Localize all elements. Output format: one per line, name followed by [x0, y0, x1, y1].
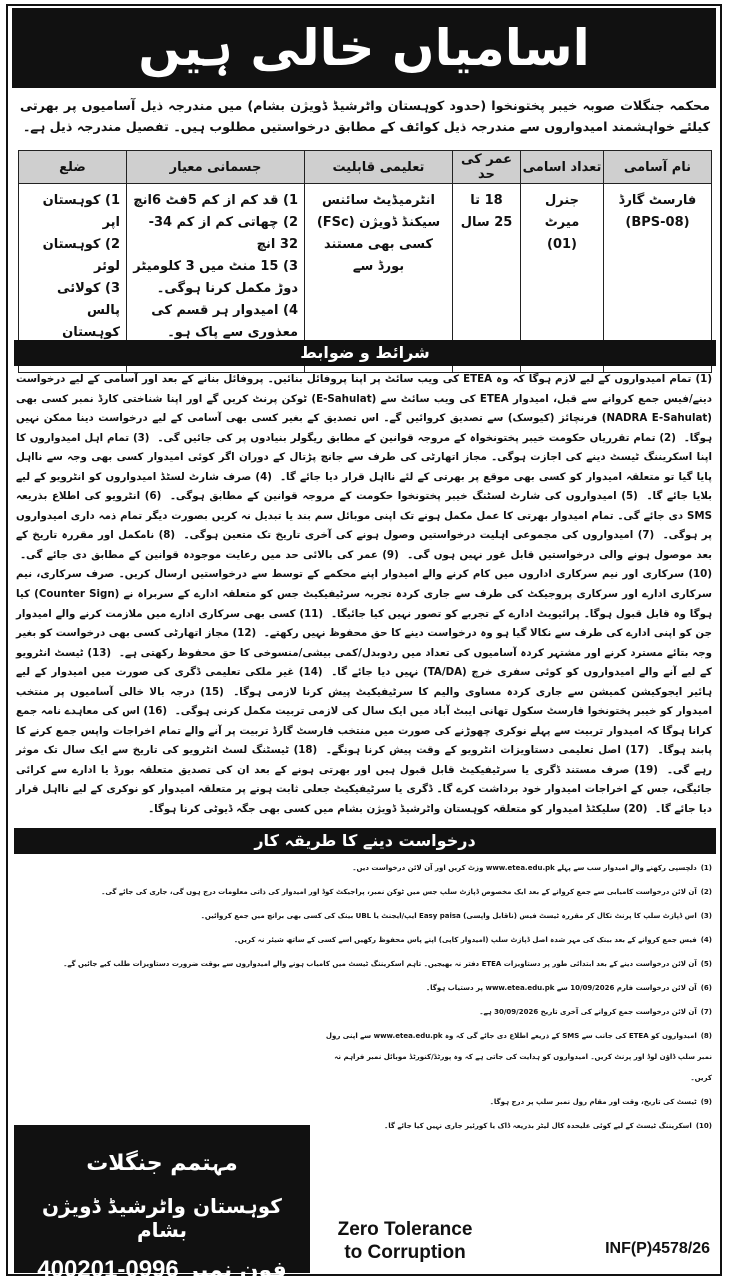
header-age: عمر کی حد: [453, 151, 521, 184]
procedure-text: ٹیسٹ کی تاریخ، وقت اور مقام رول نمبر سلپ پر درج ہوگا۔: [489, 1098, 697, 1106]
procedure-item: [16, 954, 712, 975]
age-max: 25 سال: [460, 215, 513, 230]
quota-type: جنرل میرٹ: [544, 193, 580, 230]
cell-qualification: انٹرمیڈیٹ سائنس سیکنڈ ڈویژن (FSc) کسی بھی مستند بورڈ سے: [305, 184, 453, 373]
term-item: (14) غیر ملکی تعلیمی ڈگری کی صورت میں امیدوار کے لیے ہائیر ایجوکیشن کمیشن سے جاری کردہ مساوی والیم کا سرٹیفیکیٹ پیش کرنا لازمی ہوگا۔: [16, 666, 712, 698]
procedure-number: (7): [700, 1008, 712, 1016]
header-quota: تعداد اسامی: [521, 151, 604, 184]
post-bps: (BPS-08): [625, 215, 690, 230]
terms-heading: شرائط و ضوابط: [14, 340, 716, 366]
phone-label: فون نمبر: [186, 1258, 287, 1283]
procedure-item: [16, 858, 712, 879]
physical-item: 4) امیدوار ہر قسم کی معذوری سے پاک ہو۔: [151, 303, 298, 340]
procedure-item: [16, 906, 712, 927]
procedure-number: (10): [695, 1122, 712, 1130]
term-item: (9) عمر کی بالائی حد میں رعایت موجودہ قوانین کے مطابق دی جائے گی۔: [20, 548, 399, 561]
procedure-text: اس ڈپازٹ سلپ کا پرنٹ نکال کر مقررہ ٹیسٹ فیس (ناقابل واپسی) Easy paisa ایپ/ایجنٹ یا UBL بینک کی کسی بھی برانچ میں جمع کروائیں۔: [200, 912, 697, 920]
signature-office: کوہستان واٹرشیڈ ڈویژن بشام: [42, 1194, 282, 1242]
procedure-text: فیس جمع کروانے کے بعد بینک کی مہر شدہ اصل ڈپازٹ سلپ (امیدوار کاپی) اپنے پاس محفوظ رکھیں اسے کسی کے ساتھ شیئر نہ کریں۔: [233, 936, 697, 944]
procedure-number: (9): [700, 1098, 712, 1106]
procedure-item: [316, 1116, 712, 1137]
term-item: (5) امیدواروں کی شارٹ لسٹنگ خیبر پختونخوا حکومت کے مروجہ قوانین کے مطابق ہوگی۔: [169, 490, 638, 503]
district-item: 1) کوہستان اپر: [42, 193, 120, 230]
term-item: (10) سرکاری اور نیم سرکاری اداروں میں کام کرنے والے امیدوار اپنے محکمے کے توسط سے درخواستیں ارسال کریں۔ صرف سرکاری، نیم سرکاری ادارے اور سرکاری پروجیکٹ کی طرف سے جاری کردہ تجربہ سرٹیفیکیٹ جس کو متعلقہ ادارے کے سربراہ نے (Counter Sign) کیا ہوگا وہ قابل قبول ہوگا۔ پرائیویٹ ادارے کے تجربے کو تصور نہیں کیا جائیگا۔: [16, 568, 712, 620]
term-item: (7) امیدواروں کی مجموعی اہلیت درخواستیں وصول ہونے کی آخری تاریخ تک متعین ہوگی۔: [183, 529, 655, 542]
procedure-item: [16, 882, 712, 903]
physical-item: 1) قد کم از کم 5فٹ 6انچ: [133, 193, 298, 208]
term-item: (13) ٹیسٹ انٹرویو کے لیے آنے والے امیدواروں کو کوئی سفری خرچ (TA/DA) نہیں دیا جائے گا۔: [16, 646, 712, 679]
terms-text: [16, 370, 712, 820]
procedure-text: آن لائن درخواست دینے کے بعد ابتدائی طور پر دستاویزات ETEA دفتر نہ بھیجیں۔ تاہم اسکریننگ ٹیسٹ میں کامیاب ہونے والے امیدواروں سے بوقت ضرورت دستاویزات طلب کیے جائیں گے۔: [63, 960, 697, 968]
slogan-line-2: to Corruption: [344, 1242, 466, 1263]
term-item: (12) مجاز اتھارٹی کسی بھی درخواست کو بغیر وجہ بتائے مسترد کرنے اور مشتہر کردہ آسامیوں کی تعداد میں ردوبدل/کمی بیشی/منسوخی کا حق محفوظ رکھتی ہے۔: [16, 627, 712, 659]
inf-code: INF(P)4578/26: [605, 1240, 710, 1257]
procedure-text: آن لائن درخواست کامیابی سے جمع کروانے کے بعد ایک مخصوص ڈپازٹ سلپ جس میں ٹوکن نمبر، پراجیکٹ کوڈ اور امیدوار کی ذاتی معلومات درج ہوں گی، جاری کی جائے گی۔: [101, 888, 697, 896]
term-item: (4) صرف شارٹ لسٹڈ امیدواروں کو انٹرویو کے لیے بلایا جائے گا۔: [16, 470, 712, 503]
term-item: (20) سلیکٹڈ امیدوار کو متعلقہ کوہستان واٹرشیڈ ڈویژن بشام میں کسی بھی جگہ ڈیوٹی کرنا ہوگا۔: [148, 803, 648, 816]
header-physical: جسمانی معیار: [127, 151, 305, 184]
physical-item: 2) چھاتی کم از کم 34-32 انچ: [148, 215, 298, 252]
procedure-number: (2): [700, 888, 712, 896]
procedure-number: (8): [700, 1032, 712, 1040]
term-item: (11) کسی بھی سرکاری ادارے میں ملازمت کرنے والے امیدوار جن کو اپنی ادارے کی طرف سے نکالا گیا ہو وہ درخواست دینے کا حق محفوظ نہیں رکھتے۔: [16, 607, 712, 640]
term-item: (15) درجہ بالا خالی آسامیوں پر منتخب امیدوار کو خیبر پختونخوا فارسٹ سکول تھانی ایبٹ آباد میں ایک سال کی لازمی تربیت مکمل کرنی ہوگی۔: [16, 685, 712, 718]
header-qualification: تعلیمی قابلیت: [305, 151, 453, 184]
procedure-number: (1): [700, 864, 712, 872]
signature-title: مہتمم جنگلات: [86, 1151, 238, 1176]
procedure-item: [316, 1092, 712, 1113]
intro-paragraph: محکمہ جنگلات صوبہ خیبر پختونخوا (حدود کوہستان واٹرشیڈ ڈویژن بشام) میں مندرجہ ذیل آسامیوں پر بھرتی کیلئے خواہشمند امیدواروں سے مندرجہ ذیل کوائف کے مطابق درخواستیں مطلوب ہیں۔ تفصیل مندرجہ ذیل ہے۔: [20, 99, 710, 136]
procedure-text: آن لائن درخواست فارم 10/09/2026 سے www.etea.edu.pk پر دستیاب ہوگا۔: [426, 984, 697, 992]
headline: اسامیاں خالی ہیں: [12, 8, 716, 88]
term-item: (17) اصل تعلیمی دستاویزات انٹرویو کے وقت پیش کرنا ہونگے۔: [325, 744, 650, 757]
header-post-name: نام آسامی: [604, 151, 712, 184]
procedure-number: (6): [700, 984, 712, 992]
procedure-text: امیدواروں کو ETEA کی جانب سے SMS کے ذریعے اطلاع دی جائے گی کہ وہ www.etea.edu.pk سے اپنی رول نمبر سلپ ڈاؤن لوڈ اور پرنٹ کریں۔ امیدواروں کو ہدایت کی جاتی ہے کہ وہ پورٹڈ/کنورٹڈ موبائل نمبر فراہم نہ کریں۔: [325, 1032, 712, 1082]
signature-box: [14, 1125, 310, 1283]
procedure-item: [16, 978, 712, 999]
procedure-number: (5): [700, 960, 712, 968]
term-item: (2) تمام تقرریاں حکومت خیبر پختونخواہ کے مروجہ قوانین کے مطابق ریگولر بنیادوں پر کی جائیں گی۔: [157, 431, 676, 444]
slogan-line-1: Zero Tolerance: [337, 1219, 473, 1240]
term-item: (18) ٹیسٹنگ لسٹ انٹرویو کی تاریخ سے ایک سال تک موثر رہے گی۔: [16, 744, 712, 776]
procedure-list: [16, 858, 712, 1140]
procedure-item: [316, 1026, 712, 1089]
procedure-text: اسکریننگ ٹیسٹ کے لیے کوئی علیحدہ کال لیٹر بذریعہ ڈاک یا کورئیر جاری نہیں کیا جائے گا۔: [384, 1122, 692, 1130]
term-item: (6) انٹرویو کی اطلاع بذریعہ SMS دی جائے گی۔ تمام امیدوار بھرتی کا عمل مکمل ہونے تک اپنی موبائل سم بند یا تبدیل نہ کریں بصورت دیگر تمام ذمہ داری امیدواروں پر ہوگی۔: [16, 490, 712, 542]
procedure-item: [16, 1002, 712, 1023]
quota-count: (01): [547, 237, 577, 252]
procedure-number: (4): [700, 936, 712, 944]
phone-number: 0996-400201: [37, 1256, 179, 1283]
district-item: 3) کولائی پالس کوہستان: [57, 281, 120, 340]
term-item: (16) اس کی معاہدے نامہ جمع کرانا ہوگا کہ امیدوار تربیت سے پہلے نوکری چھوڑنے کی صورت میں منتخب فارسٹ گارڈ تربیت پر آنے والے تمام اخراجات واپس جمع کرنے کا پابند ہوگا۔: [16, 705, 712, 757]
zero-tolerance-slogan: [320, 1218, 490, 1264]
procedure-heading: درخواست دینے کا طریقہ کار: [14, 828, 716, 854]
term-item: (1) تمام امیدواروں کے لیے لازم ہوگا کہ وہ ETEA کی ویب سائٹ پر اپنا پروفائل بنائیں۔ پروفائل بنانے کے بعد اور آسامی کے لیے درخواست دینے/فیس جمع کروانے سے قبل، امیدوار ETEA کی ویب سائٹ سے (E-Sahulat) ٹوکن پرنٹ کریں گے اور اپنا شناختی کارڈ نمبر کسی بھی (NADRA E-Sahulat) فرنچائز (کیوسک) سے تصدیق کروائیں گے۔ اس تصدیق کے بغیر کسی بھی آسامی کے لیے درخواست دینا ممکن نہیں ہوگا۔: [16, 373, 713, 444]
term-item: (19) صرف مستند ڈگری یا سرٹیفیکیٹ قابل قبول ہیں اور بھرتی ہونے کے بعد ان کی تصدیق متعلقہ بورڈ یا ادارے سے کرائی جائیگی، جس کے اخراجات امیدوار خود برداشت کرے گا۔ ڈگری یا سرٹیفیکیٹ جعلی ثابت ہونے پر متعلقہ امیدوار کو نوکری کے لیے نااہل قرار دیا جائے گا۔: [16, 763, 712, 816]
physical-item: 3) 15 منٹ میں 3 کلومیٹر دوڑ مکمل کرنا ہوگی۔: [133, 259, 298, 296]
term-item: (8) نامکمل اور مقررہ تاریخ کے بعد موصول ہونے والی درخواستیں قابل غور نہیں ہوں گی۔: [16, 529, 713, 561]
procedure-text: دلچسپی رکھنے والے امیدوار سب سے پہلے www.etea.edu.pk وزٹ کریں اور آن لائن درخواست دیں۔: [352, 864, 697, 872]
procedure-item: [16, 930, 712, 951]
term-item: (3) تمام اہل امیدواروں کا اپنا اسکریننگ ٹیسٹ دینے کی اجازت ہوگی۔ مجاز اتھارٹی کی طرف سے جانچ پڑتال کے دوران اگر کوئی امیدوار کسی بھی وجہ سے نااہل پایا گیا تو متعلقہ امیدوار کو کسی بھی موقع پر بھرتی کے لئے نااہل قرار دیا جائے گا۔: [16, 431, 712, 483]
procedure-number: (3): [700, 912, 712, 920]
post-name: فارسٹ گارڈ: [618, 193, 697, 208]
district-item: 2) کوہستان لوئر: [42, 237, 120, 274]
table-header-row: [19, 151, 712, 184]
procedure-text: آن لائن درخواست جمع کروانے کی آخری تاریخ 30/09/2026 ہے۔: [479, 1008, 697, 1016]
age-min: 18 تا: [470, 193, 503, 208]
header-district: ضلع: [19, 151, 127, 184]
